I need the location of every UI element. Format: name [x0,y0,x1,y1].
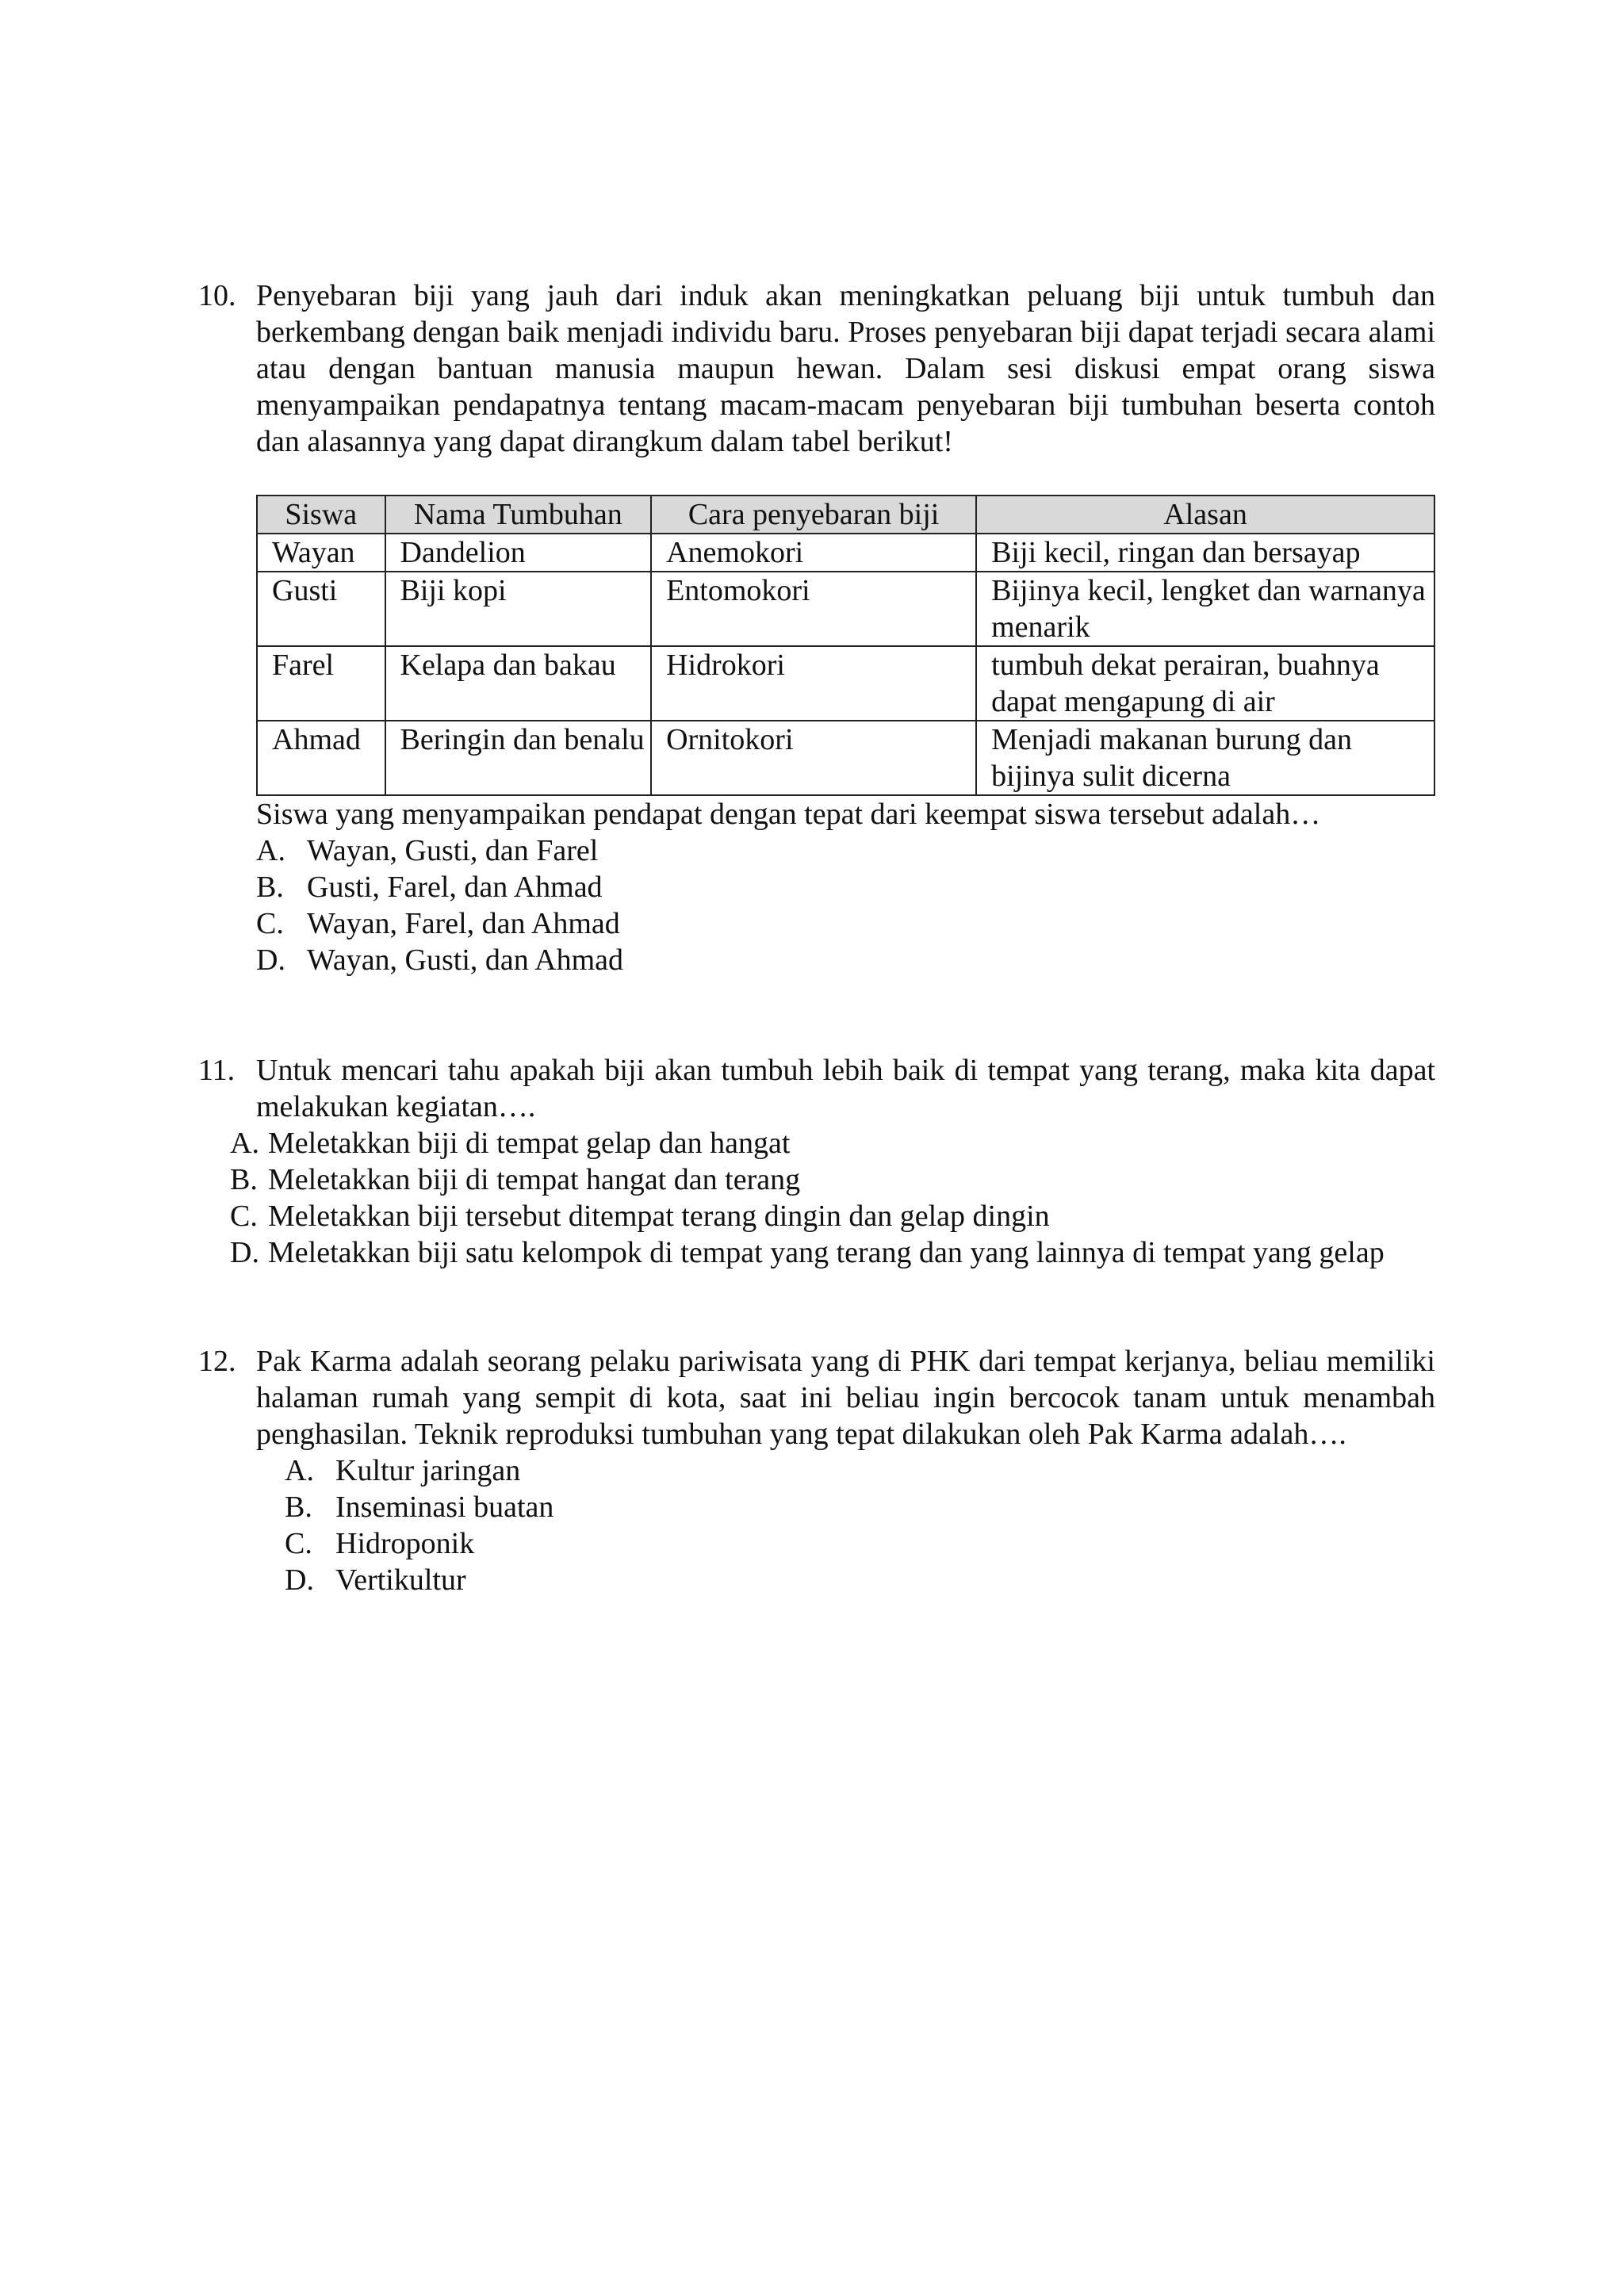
option-text: Wayan, Gusti, dan Farel [307,834,599,867]
answer-option-c[interactable] [230,1198,1435,1234]
question-11 [198,1052,1435,1271]
answer-option-d[interactable] [256,942,1435,978]
table-cell: Anemokori [651,534,976,572]
table-cell: Biji kecil, ringan dan bersayap [976,534,1434,572]
option-letter: A. [256,834,285,867]
answer-option-b[interactable] [285,1489,1435,1525]
answer-option-c[interactable] [256,905,1435,942]
table-cell: Ahmad [257,721,385,795]
table-cell: Biji kopi [385,572,652,646]
option-letter: A. [285,1454,314,1487]
option-text: Meletakkan biji satu kelompok di tempat yang terang dan yang lainnya di tempat yang gelap [268,1236,1385,1269]
option-letter: C. [285,1527,312,1560]
table-cell: Hidrokori [651,646,976,721]
answer-option-b[interactable] [230,1161,1435,1198]
answer-options [256,832,1435,978]
answer-option-a[interactable] [256,832,1435,869]
question-10 [198,277,1435,978]
question-number: 10. [198,279,236,312]
option-letter: D. [256,943,285,977]
question-number: 12. [198,1345,236,1378]
table-cell: Farel [257,646,385,721]
answer-option-d[interactable] [285,1562,1435,1598]
option-text: Gusti, Farel, dan Ahmad [307,871,603,904]
answer-option-a[interactable] [285,1452,1435,1489]
option-letter: D. [230,1236,259,1269]
table-row [257,572,1434,646]
option-text: Meletakkan biji tersebut ditempat terang dingin dan gelap dingin [268,1200,1050,1233]
table-cell: Ornitokori [651,721,976,795]
option-text: Inseminasi buatan [335,1490,554,1524]
table-header-row [257,496,1434,534]
question-body [230,1052,1435,1271]
table-cell: Kelapa dan bakau [385,646,652,721]
question-prompt: Siswa yang menyampaikan pendapat dengan tepat dari keempat siswa tersebut adalah… [256,798,1321,831]
option-letter: A. [230,1127,259,1160]
question-text: Penyebaran biji yang jauh dari induk akan meningkatkan peluang biji untuk tumbuh dan berkembang dengan baik menjadi individu baru. Proses penyebaran biji dapat terjadi secara alami atau dengan bantuan manusia maupun hewan. Dalam sesi diskusi empat orang siswa menyampaikan pendapatnya tentang macam-macam penyebaran biji tumbuhan beserta contoh dan alasannya yang dapat dirangkum dalam tabel berikut! [256,279,1435,458]
column-header: Alasan [976,496,1434,534]
question-body [256,277,1435,978]
option-letter: B. [285,1490,312,1524]
option-letter: B. [256,871,284,904]
table-cell: Bijinya kecil, lengket dan warnanya menarik [976,572,1434,646]
question-text: Untuk mencari tahu apakah biji akan tumbuh lebih baik di tempat yang terang, maka kita dapat melakukan kegiatan…. [256,1054,1435,1123]
option-text: Wayan, Gusti, dan Ahmad [307,943,624,977]
table-cell: Menjadi makanan burung dan bijinya sulit dicerna [976,721,1434,795]
table-row [257,721,1434,795]
option-letter: C. [230,1200,258,1233]
option-text: Vertikultur [335,1563,466,1597]
option-text: Hidroponik [335,1527,475,1560]
answer-option-c[interactable] [285,1525,1435,1562]
column-header: Nama Tumbuhan [385,496,652,534]
option-letter: B. [230,1163,258,1196]
question-number: 11. [198,1054,236,1087]
table-row [257,534,1434,572]
column-header: Siswa [257,496,385,534]
answer-options [230,1125,1435,1271]
answer-option-d[interactable] [230,1234,1435,1271]
option-text: Wayan, Farel, dan Ahmad [307,907,620,940]
answer-options [285,1452,1435,1598]
option-text: Meletakkan biji di tempat hangat dan terang [268,1163,801,1196]
option-text: Kultur jaringan [335,1454,521,1487]
table-cell: Entomokori [651,572,976,646]
question-text: Pak Karma adalah seorang pelaku pariwisata yang di PHK dari tempat kerjanya, beliau memiliki halaman rumah yang sempit di kota, saat ini beliau ingin bercocok tanam untuk menambah penghasilan. Teknik reproduksi tumbuhan yang tepat dilakukan oleh Pak Karma adalah…. [256,1345,1435,1451]
table-cell: Dandelion [385,534,652,572]
option-letter: D. [285,1563,314,1597]
table-cell: Beringin dan benalu [385,721,652,795]
seed-dispersal-table [256,495,1435,796]
answer-option-b[interactable] [256,869,1435,905]
table-cell: Wayan [257,534,385,572]
column-header: Cara penyebaran biji [651,496,976,534]
table-cell: Gusti [257,572,385,646]
table-cell: tumbuh dekat perairan, buahnya dapat mengapung di air [976,646,1434,721]
table-row [257,646,1434,721]
option-letter: C. [256,907,284,940]
question-body [256,1343,1435,1598]
option-text: Meletakkan biji di tempat gelap dan hangat [268,1127,791,1160]
answer-option-a[interactable] [230,1125,1435,1161]
question-12 [198,1343,1435,1598]
